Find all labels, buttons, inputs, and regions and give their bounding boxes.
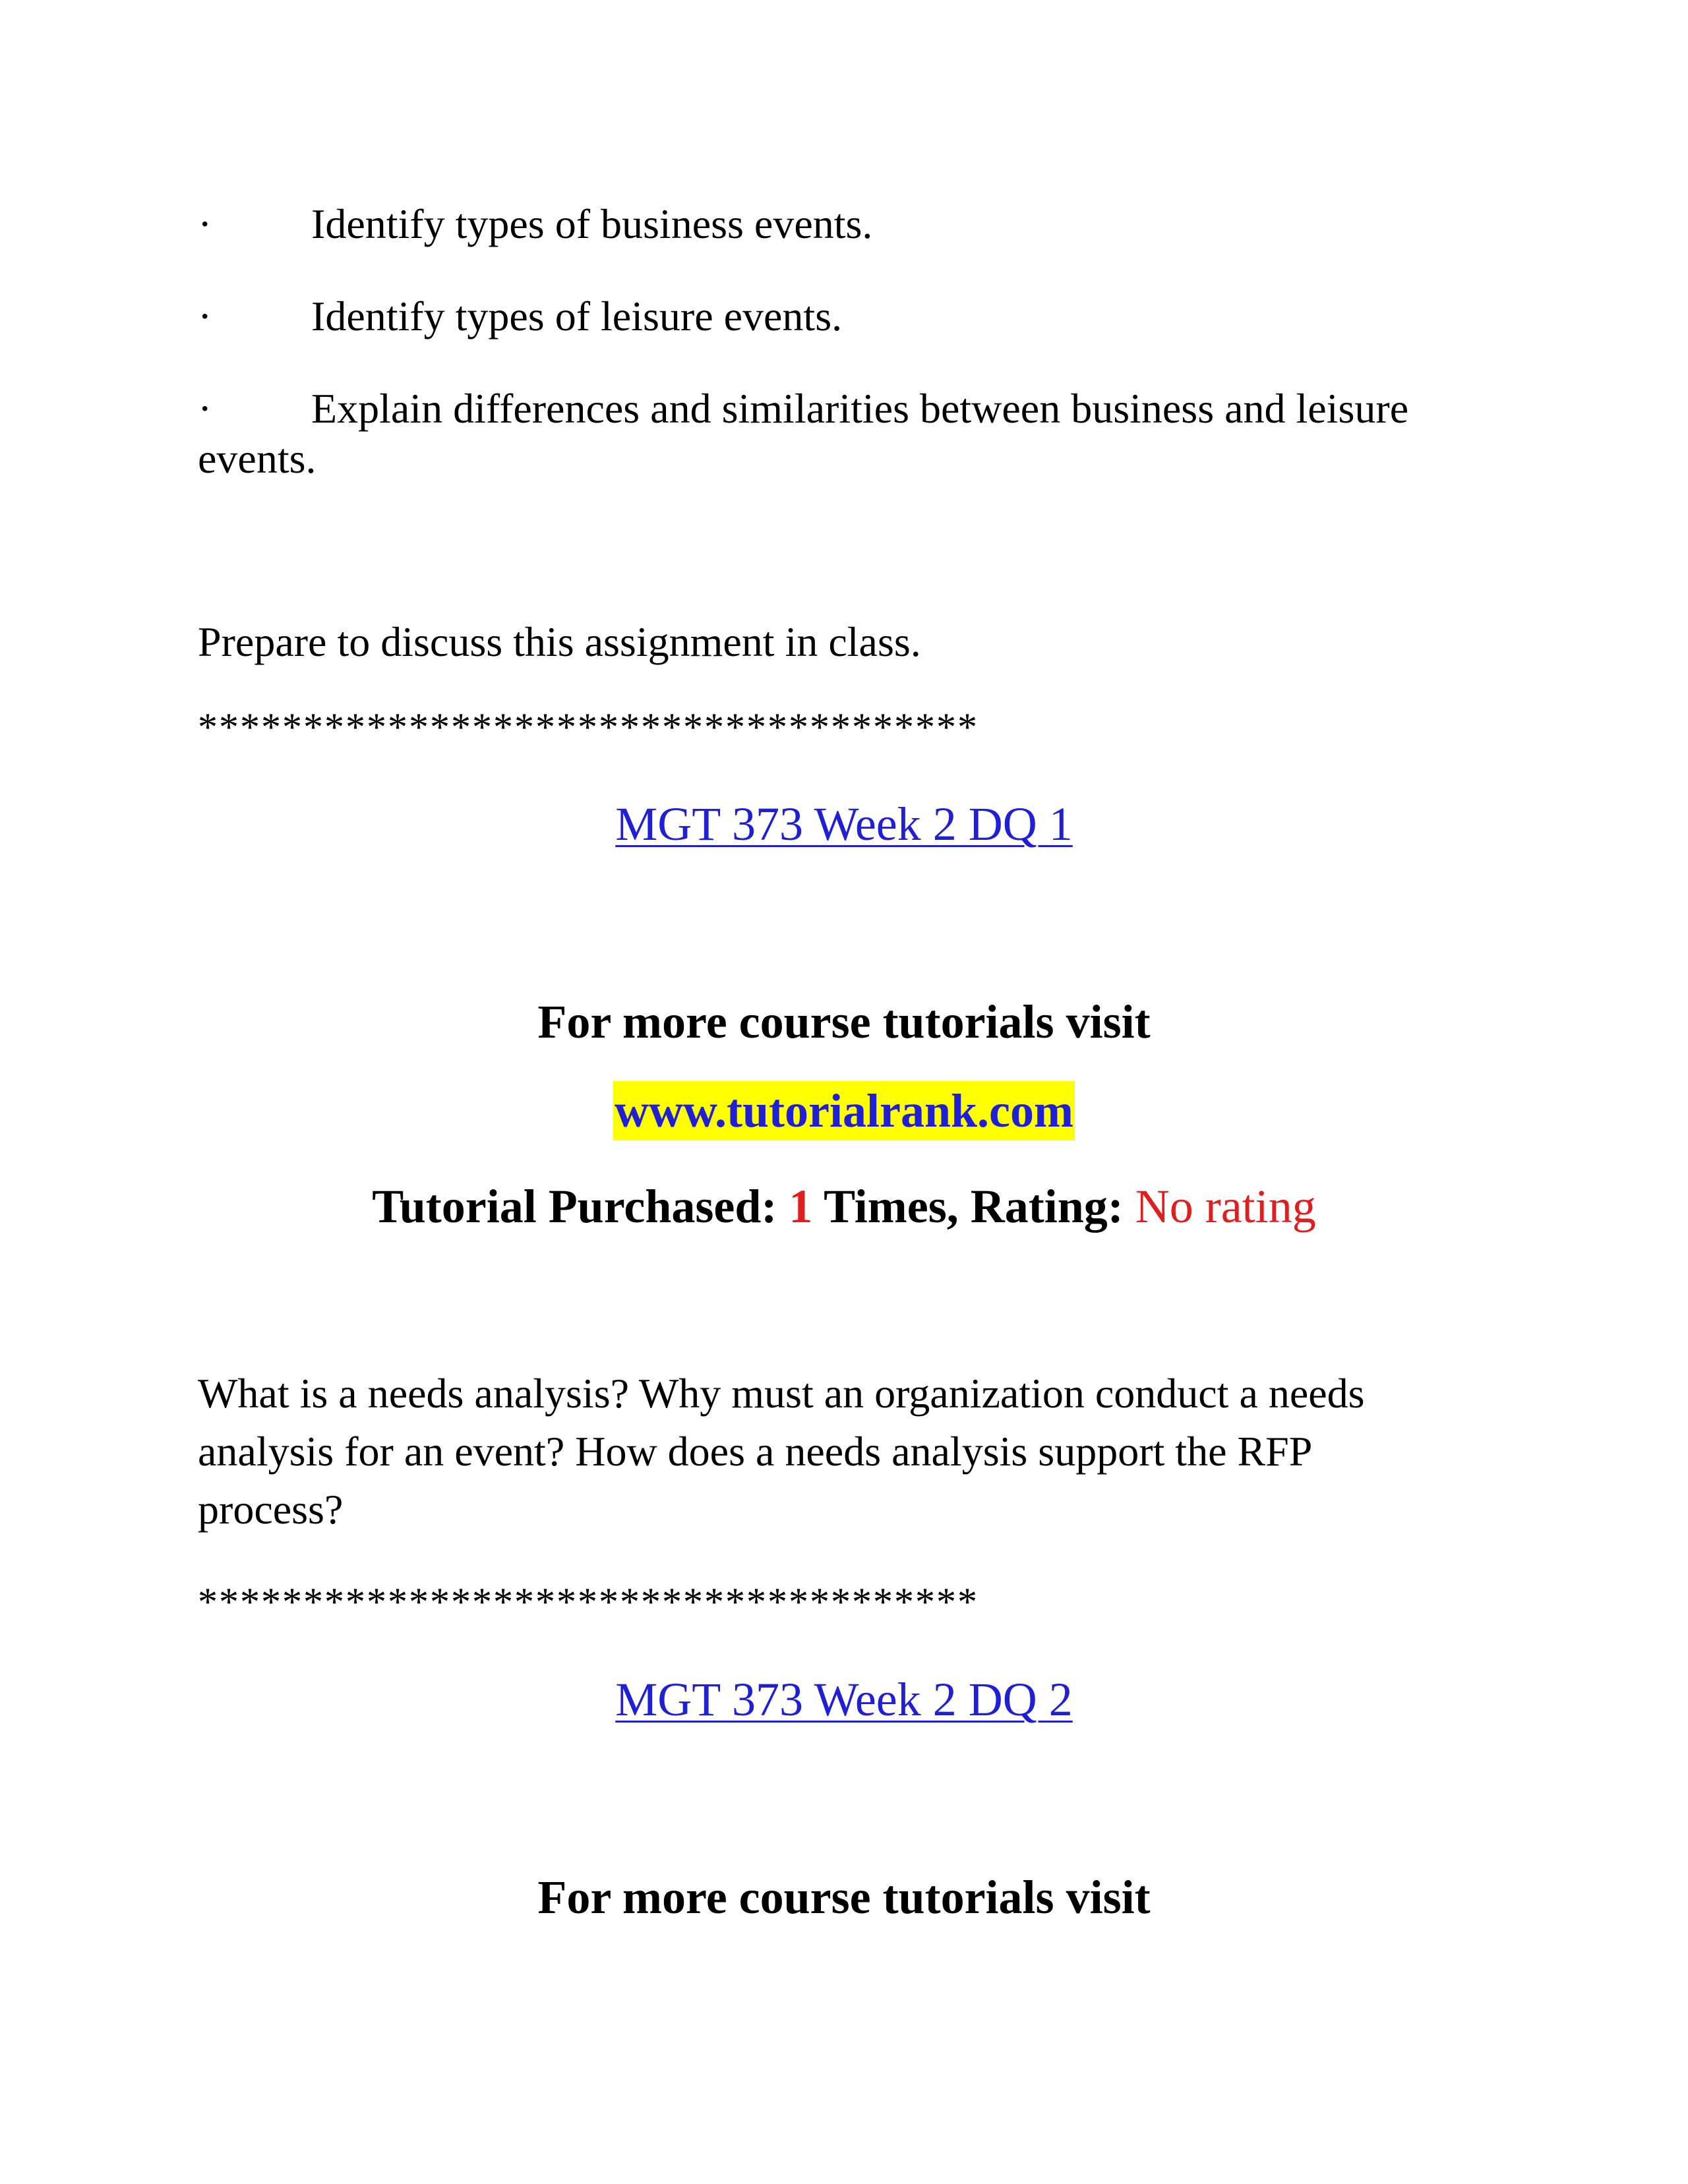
question-paragraph [198, 1365, 1490, 1539]
purchased-label: Tutorial Purchased: [372, 1180, 789, 1233]
separator-stars: ************************************* [198, 705, 979, 749]
dq2-link-row [0, 1667, 1688, 1732]
visit-heading-row [0, 1864, 1688, 1930]
question-line: analysis for an event? How does a needs analysis support the RFP [198, 1428, 1313, 1475]
visit-heading: For more course tutorials visit [537, 995, 1151, 1048]
bullet-leisure-events: Identify types of leisure events. [311, 293, 843, 339]
bullet-marker: · [198, 293, 212, 339]
bullet-differences: Explain differences and similarities between business and leisure [311, 385, 1409, 432]
purchased-count: 1 [789, 1180, 813, 1233]
dq1-link-row [0, 791, 1688, 857]
dq2-link[interactable]: MGT 373 Week 2 DQ 2 [615, 1673, 1073, 1726]
separator-stars: ************************************* [198, 1580, 979, 1624]
bullet-marker: · [198, 200, 212, 247]
bullet-continuation: events. [198, 435, 316, 482]
prepare-instruction: Prepare to discuss this assignment in class. [198, 618, 921, 665]
purchase-rating-row [0, 1173, 1688, 1239]
site-link[interactable]: www.tutorialrank.com [613, 1081, 1075, 1140]
rating-value: No rating [1135, 1180, 1316, 1233]
question-line: What is a needs analysis? Why must an organization conduct a needs [198, 1370, 1365, 1417]
times-rating-label: Times, Rating: [812, 1180, 1135, 1233]
bullet-business-events: Identify types of business events. [311, 200, 873, 247]
visit-heading: For more course tutorials visit [537, 1871, 1151, 1924]
visit-heading-row [0, 989, 1688, 1055]
site-row [0, 1081, 1688, 1140]
dq1-link[interactable]: MGT 373 Week 2 DQ 1 [615, 798, 1073, 850]
question-line: process? [198, 1486, 344, 1533]
bullet-marker: · [198, 385, 212, 432]
